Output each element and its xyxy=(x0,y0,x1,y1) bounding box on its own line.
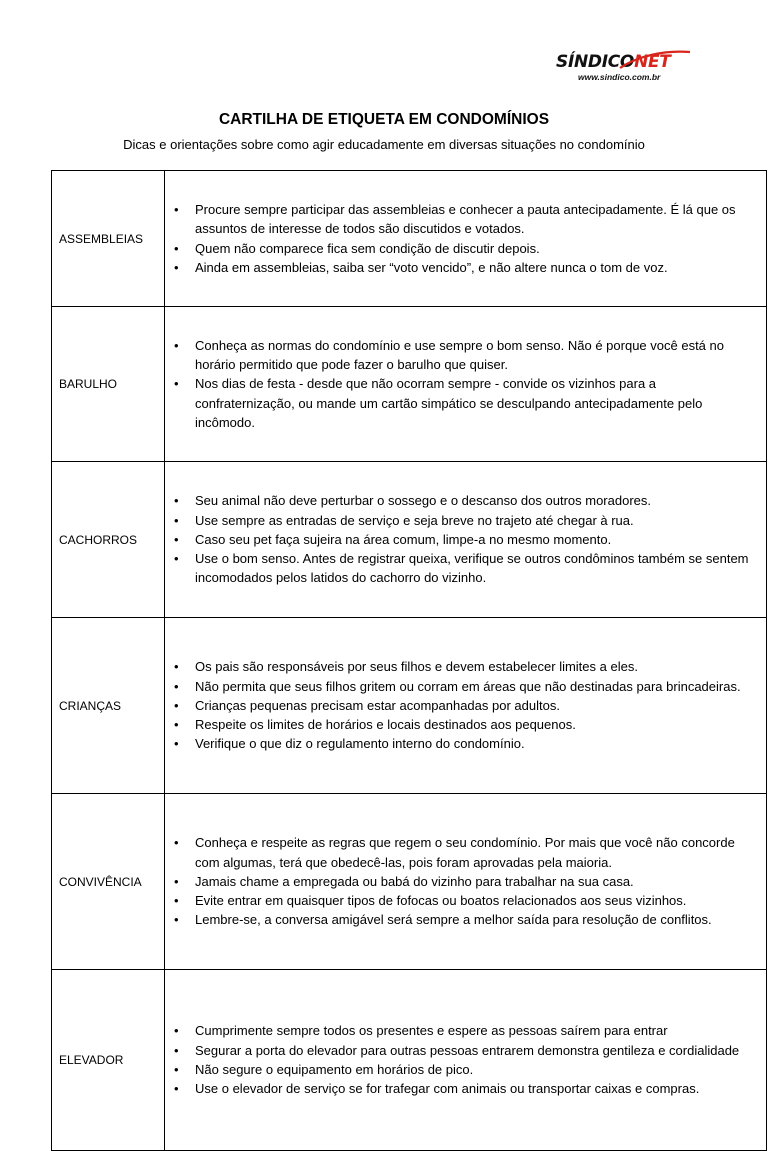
tips-list xyxy=(175,336,754,432)
list-item: • Conheça e respeite as regras que regem o seu condomínio. Por mais que você não concorde com algumas, terá que obedecê-las, pois foram aprovadas pela maioria. xyxy=(195,833,754,872)
list-item: • Use o bom senso. Antes de registrar queixa, verifique se outros condôminos também se sentem incomodados pelos latidos do cachorro do vizinho. xyxy=(195,549,754,588)
list-item: • Jamais chame a empregada ou babá do vizinho para trabalhar na sua casa. xyxy=(195,872,754,891)
category-label: ASSEMBLEIAS xyxy=(52,171,165,307)
tips-list xyxy=(175,1021,754,1098)
list-item: • Lembre-se, a conversa amigável será sempre a melhor saída para resolução de conflitos. xyxy=(195,910,754,929)
list-item: • Não segure o equipamento em horários de pico. xyxy=(195,1060,754,1079)
table-row xyxy=(52,462,767,618)
list-item: • Caso seu pet faça sujeira na área comum, limpe-a no mesmo momento. xyxy=(195,530,754,549)
list-item: • Use o elevador de serviço se for trafegar com animais ou transportar caixas e compras. xyxy=(195,1079,754,1098)
brand-url: www.sindico.com.br xyxy=(578,72,661,82)
table-row xyxy=(52,171,767,307)
table-row xyxy=(52,307,767,462)
tips-cell xyxy=(165,307,767,462)
list-item: • Crianças pequenas precisam estar acompanhadas por adultos. xyxy=(195,696,754,715)
tips-cell xyxy=(165,794,767,970)
list-item: • Procure sempre participar das assembleias e conhecer a pauta antecipadamente. É lá que os assuntos de interesse de todos são discutidos e votados. xyxy=(195,200,754,239)
category-label: CACHORROS xyxy=(52,462,165,618)
list-item: • Evite entrar em quaisquer tipos de fofocas ou boatos relacionados aos seus vizinhos. xyxy=(195,891,754,910)
list-item: • Não permita que seus filhos gritem ou corram em áreas que não destinadas para brincadeiras. xyxy=(195,677,754,696)
brand-logo xyxy=(556,50,691,90)
list-item: • Conheça as normas do condomínio e use sempre o bom senso. Não é porque você está no horário permitido que pode fazer o barulho que quiser. xyxy=(195,336,754,375)
list-item: • Os pais são responsáveis por seus filhos e devem estabelecer limites a eles. xyxy=(195,657,754,676)
table-row xyxy=(52,794,767,970)
tips-list xyxy=(175,657,754,753)
list-item: • Nos dias de festa - desde que não ocorram sempre - convide os vizinhos para a confraternização, ou mande um cartão simpático se desculpando antecipadamente pelo incômodo. xyxy=(195,374,754,432)
etiquette-table xyxy=(51,170,767,1151)
table-row xyxy=(52,618,767,794)
category-label: ELEVADOR xyxy=(52,970,165,1151)
document-title: CARTILHA DE ETIQUETA EM CONDOMÍNIOS xyxy=(218,111,550,128)
list-item: • Verifique o que diz o regulamento interno do condomínio. xyxy=(195,734,754,753)
category-label: BARULHO xyxy=(52,307,165,462)
list-item: • Quem não comparece fica sem condição de discutir depois. xyxy=(195,239,754,258)
tips-list xyxy=(175,491,754,587)
list-item: • Seu animal não deve perturbar o sossego e o descanso dos outros moradores. xyxy=(195,491,754,510)
brand-name-prefix: SÍNDICO xyxy=(556,52,635,72)
document-subtitle: Dicas e orientações sobre como agir educadamente em diversas situações no condomínio xyxy=(123,137,645,152)
tips-cell xyxy=(165,970,767,1151)
list-item: • Cumprimente sempre todos os presentes e espere as pessoas saírem para entrar xyxy=(195,1021,754,1040)
swoosh-icon xyxy=(616,48,692,72)
tips-cell xyxy=(165,462,767,618)
table-row xyxy=(52,970,767,1151)
category-label: CONVIVÊNCIA xyxy=(52,794,165,970)
category-label: CRIANÇAS xyxy=(52,618,165,794)
list-item: • Ainda em assembleias, saiba ser “voto vencido”, e não altere nunca o tom de voz. xyxy=(195,258,754,277)
brand-name-suffix: NET xyxy=(634,52,671,72)
list-item: • Segurar a porta do elevador para outras pessoas entrarem demonstra gentileza e cordialidade xyxy=(195,1041,754,1060)
tips-list xyxy=(175,833,754,929)
list-item: • Use sempre as entradas de serviço e seja breve no trajeto até chegar à rua. xyxy=(195,511,754,530)
tips-list xyxy=(175,200,754,277)
tips-cell xyxy=(165,618,767,794)
list-item: • Respeite os limites de horários e locais destinados aos pequenos. xyxy=(195,715,754,734)
tips-cell xyxy=(165,171,767,307)
